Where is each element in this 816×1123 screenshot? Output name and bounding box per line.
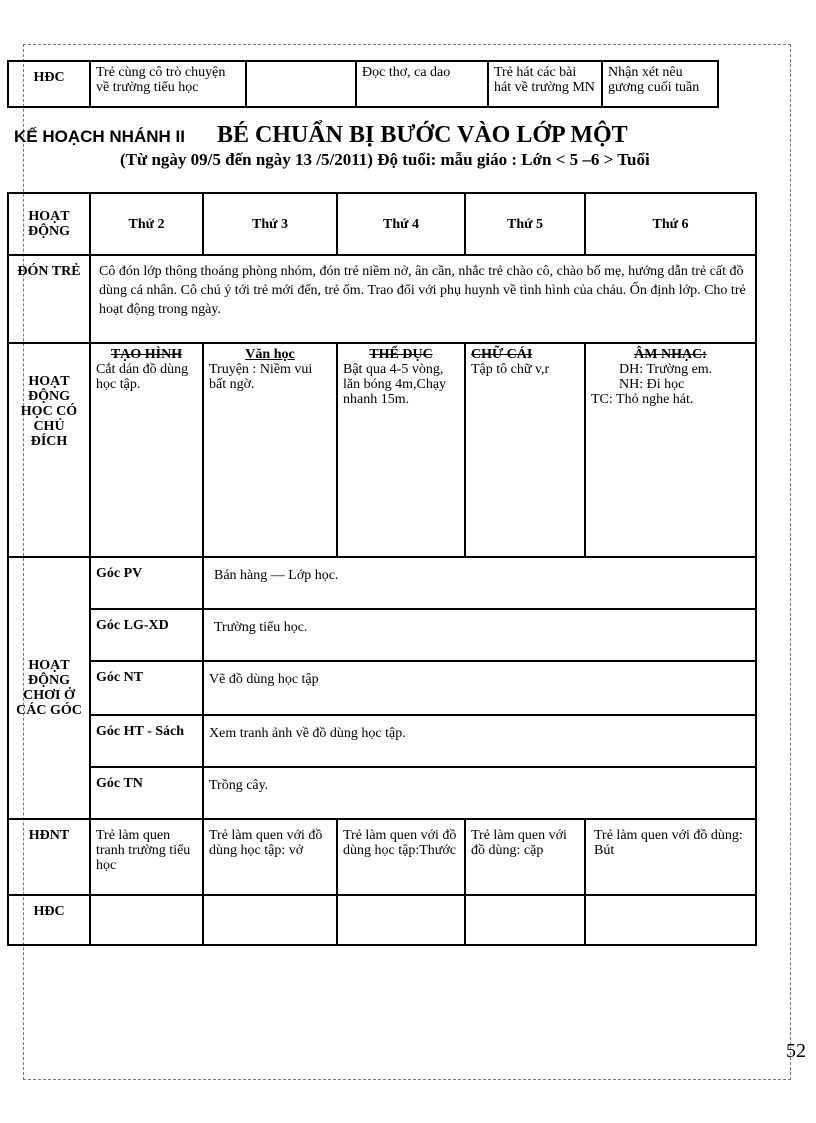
hdc-cell-text: Trẻ hát các bài hát về trường MN: [494, 65, 595, 95]
plan-title: [14, 122, 628, 149]
activity-line: TC: Thỏ nghe hát.: [591, 392, 694, 407]
hdc-cell-text: Trẻ cùng cô trò chuyện về trường tiểu học: [96, 65, 226, 95]
goc-text: Trồng cây.: [203, 767, 756, 819]
activity-text: Bật qua 4-5 vòng, lăn bóng 4m,Chạy nhanh 15m.: [343, 362, 447, 407]
hdc-cell-text: Đọc thơ, ca dao: [362, 65, 451, 80]
hdc-empty-cell: [465, 895, 585, 945]
hdc-label: HĐC: [8, 895, 90, 945]
hdnt-cell: Trẻ làm quen với đồ dùng học tập:Thước: [337, 819, 465, 895]
hoat-dong-hoc-label: HOẠT ĐỘNG HỌC CÓ CHỦ ĐÍCH: [8, 343, 90, 557]
hdnt-cell: Trẻ làm quen với đồ dùng: cặp: [465, 819, 585, 895]
plan-name: KẾ HOẠCH NHÁNH II: [14, 127, 185, 146]
activity-text: Truyện : Niềm vui bất ngờ.: [209, 362, 313, 392]
activity-wednesday: [337, 343, 465, 557]
activity-monday: [90, 343, 203, 557]
previous-hdc-table: [7, 60, 719, 108]
don-tre-label: ĐÓN TRẺ: [8, 255, 90, 343]
goc-row: [8, 609, 756, 661]
activity-tuesday: [203, 343, 337, 557]
activity-subject: Văn học: [245, 347, 295, 362]
activity-line: NH: Đi học: [619, 377, 685, 392]
goc-row: [8, 767, 756, 819]
goc-text: Xem tranh ảnh về đồ dùng học tập.: [203, 715, 756, 767]
day-header: Thứ 4: [337, 193, 465, 255]
goc-name: Góc PV: [90, 557, 203, 609]
hdc-row: [8, 895, 756, 945]
goc-name: Góc LG-XD: [90, 609, 203, 661]
hdnt-cell: Trẻ làm quen tranh trường tiểu học: [90, 819, 203, 895]
hdc-cell: [90, 61, 246, 107]
goc-name: Góc HT - Sách: [90, 715, 203, 767]
hdnt-cell: Trẻ làm quen với đồ dùng: Bút: [585, 819, 756, 895]
activity-subject: THỂ DỤC: [369, 347, 433, 362]
don-tre-row: [8, 255, 756, 343]
day-header: Thứ 3: [203, 193, 337, 255]
goc-text: Trường tiểu học.: [203, 609, 756, 661]
hdc-label: HĐC: [8, 61, 90, 107]
goc-name: Góc TN: [90, 767, 203, 819]
activity-text: Tập tô chữ v,r: [471, 362, 550, 377]
goc-row: [8, 661, 756, 715]
day-header: Thứ 5: [465, 193, 585, 255]
goc-name: Góc NT: [90, 661, 203, 715]
goc-text: Vẽ đồ dùng học tập: [203, 661, 756, 715]
hdc-empty-cell: [585, 895, 756, 945]
weekly-plan-table: [7, 192, 757, 946]
hdc-cell: [246, 61, 356, 107]
hdnt-row: [8, 819, 756, 895]
hdc-empty-cell: [90, 895, 203, 945]
activity-header: HOẠT ĐỘNG: [8, 193, 90, 255]
hdc-cell-text: Nhận xét nêu gương cuối tuần: [608, 65, 700, 95]
day-header: Thứ 6: [585, 193, 756, 255]
hdc-empty-cell: [337, 895, 465, 945]
activity-line: DH: Trường em.: [619, 362, 713, 377]
plan-subtitle: (Từ ngày 09/5 đến ngày 13 /5/2011) Độ tuổi: mẫu giáo : Lớn < 5 –6 > Tuổi: [120, 150, 650, 169]
plan-theme: BÉ CHUẨN BỊ BƯỚC VÀO LỚP MỘT: [216, 122, 628, 148]
goc-row: [8, 715, 756, 767]
header-row: [8, 193, 756, 255]
goc-label: HOẠT ĐỘNG CHƠI Ở CÁC GÓC: [8, 557, 90, 819]
activity-subject: TẠO HÌNH: [110, 347, 183, 362]
hdnt-cell: Trẻ làm quen với đồ dùng học tập: vở: [203, 819, 337, 895]
hoat-dong-hoc-row: [8, 343, 756, 557]
hdnt-label: HĐNT: [8, 819, 90, 895]
activity-subject: CHỮ CÁI: [471, 347, 533, 362]
page-number: 52: [786, 1040, 806, 1062]
hdc-empty-cell: [203, 895, 337, 945]
activity-text: Cắt dán đồ dùng học tập.: [96, 362, 189, 392]
activity-subject: ÂM NHẠC:: [634, 347, 707, 362]
goc-row: [8, 557, 756, 609]
goc-text: Bán hàng — Lớp học.: [203, 557, 756, 609]
activity-thursday: [465, 343, 585, 557]
hdc-cell: [356, 61, 488, 107]
don-tre-text: Cô đón lớp thông thoáng phòng nhóm, đón trẻ niềm nở, ân cần, nhắc trẻ chào cô, chào bố mẹ, hướng dẫn trẻ cất đồ dùng cá nhân. Cô chú ý tới trẻ mới đến, trẻ ốm. Trao đổi với phụ huynh về tình hình của cháu. Ổn định lớp. Cho trẻ hoạt động trong ngày.: [90, 255, 756, 343]
activity-friday: [585, 343, 756, 557]
hdc-cell: [488, 61, 602, 107]
hdc-cell: [602, 61, 718, 107]
day-header: Thứ 2: [90, 193, 203, 255]
